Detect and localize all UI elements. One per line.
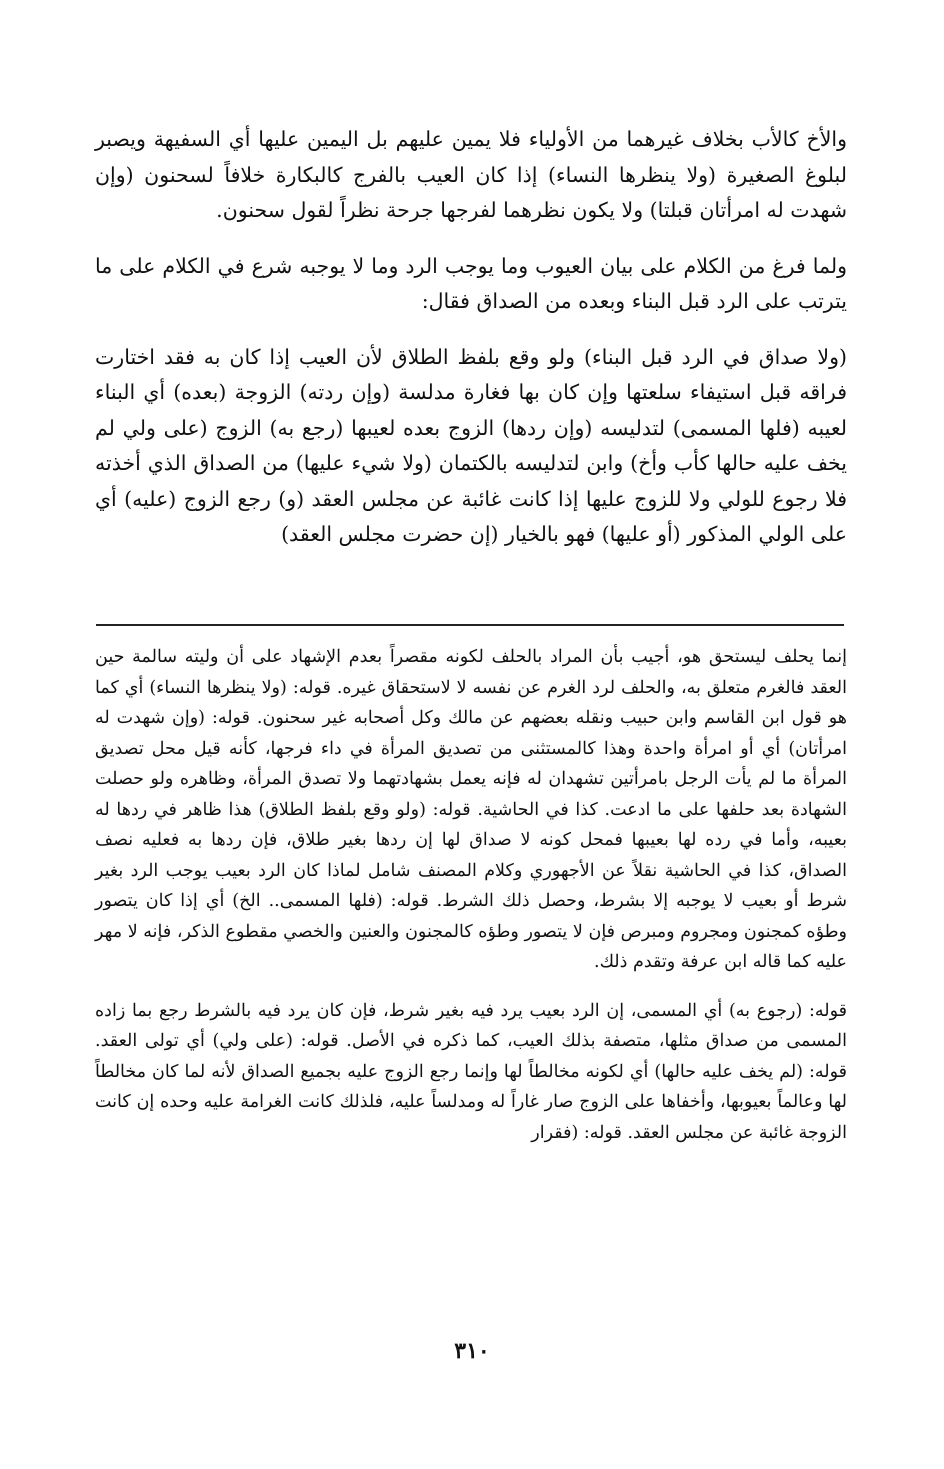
- main-paragraph-3: (ولا صداق في الرد قبل البناء) ولو وقع بلفظ الطلاق لأن العيب إذا كان به فقد اختارت فراقه قبل استيفاء سلعتها وإن كان بها فغارة مدلسة (وإن ردته) الزوجة (بعده) أي البناء لعيبه (فلها المسمى) لتدليسه (وإن ردها) الزوج بعده لعيبها (رجع به) الزوج (على ولي لم يخف عليه حالها كأب وأخ) وابن لتدليسه بالكتمان (ولا شيء عليها) من الصداق الذي أخذته فلا رجوع للولي ولا للزوج عليها إذا كانت غائبة عن مجلس العقد (و) رجع الزوج (عليه) أي على الولي المذكور (أو عليها) فهو بالخيار (إن حضرت مجلس العقد): [95, 344, 847, 546]
- footnote-paragraph-2: قوله: (رجوع به) أي المسمى، إن الرد بعيب يرد فيه بغير شرط، فإن كان يرد فيه بالشرط رجع بما زاده المسمى من صداق مثلها، متصفة بذلك العيب، كما ذكره في الأصل. قوله: (على ولي) أي تولى العقد. قوله: (لم يخف عليه حالها) أي لكونه مخالطاً لها وإنما رجع الزوج عليه بجميع الصداق لأنه لما كان مخالطاً لها وعالماً بعيوبها، وأخفاها على الزوج صار غاراً له ومدلساً عليه، فلذلك كانت الغرامة عليه وحده إن كانت الزوجة غائبة عن مجلس العقد. قوله: (فقرار: [95, 1000, 847, 1143]
- footnote-divider: [96, 624, 844, 626]
- main-paragraph-2: ولما فرغ من الكلام على بيان العيوب وما يوجب الرد وما لا يوجبه شرع في الكلام على ما يترتب على الرد قبل البناء وبعده من الصداق فقال:: [95, 253, 847, 313]
- footnotes-block: [95, 642, 847, 1166]
- main-paragraph-1: والأخ كالأب بخلاف غيرهما من الأولياء فلا يمين عليهم بل اليمين عليها أي السفيهة ويصبر لبلوغ الصغيرة (ولا ينظرها النساء) إذا كان العيب بالفرج كالبكارة خلافاً لسحنون (وإن شهدت له امرأتان قبلتا) ولا يكون نظرهما لفرجها جرحة نظراً لقول سحنون.: [95, 127, 847, 222]
- page-number: ٣١٠: [454, 1338, 490, 1364]
- main-text-block: [95, 122, 847, 573]
- footnote-paragraph-1: إنما يحلف ليستحق هو، أجيب بأن المراد بالحلف لكونه مقصراً بعدم الإشهاد على أن وليته سالمة حين العقد فالغرم متعلق به، والحلف لرد الغرم عن نفسه لا لاستحقاق غيره. قوله: (ولا ينظرها النساء) أي كما هو قول ابن القاسم وابن حبيب ونقله بعضهم عن مالك وكل أصحابه غير سحنون. قوله: (وإن شهدت له امرأتان) أي أو امرأة واحدة وهذا كالمستثنى من تصديق المرأة في داء فرجها، كأنه قيل محل تصديق المرأة ما لم يأت الرجل بامرأتين تشهدان له فإنه يعمل بشهادتهما ولا تصدق المرأة، وظاهره ولو حصلت الشهادة بعد حلفها على ما ادعت. كذا في الحاشية. قوله: (ولو وقع بلفظ الطلاق) هذا ظاهر في ردها له بعيبه، وأما في رده لها بعيبها فمحل كونه لا صداق لها إن ردها بغير طلاق، فإن ردها به فعليه نصف الصداق، كذا في الحاشية نقلاً عن الأجهوري وكلام المصنف شامل لماذا كان الرد بعيب يوجب الرد بغير شرط أو بعيب لا يوجبه إلا بشرط، وحصل ذلك الشرط. قوله: (فلها المسمى.. الخ) أي إذا كان يتصور وطؤه كمجنون ومجروم ومبرص فإن لا يتصور وطؤه كالمجنون والعنين والخصي مقطوع الذكر، فإنه لا مهر عليه كما قاله ابن عرفة وتقدم ذلك.: [95, 647, 847, 972]
